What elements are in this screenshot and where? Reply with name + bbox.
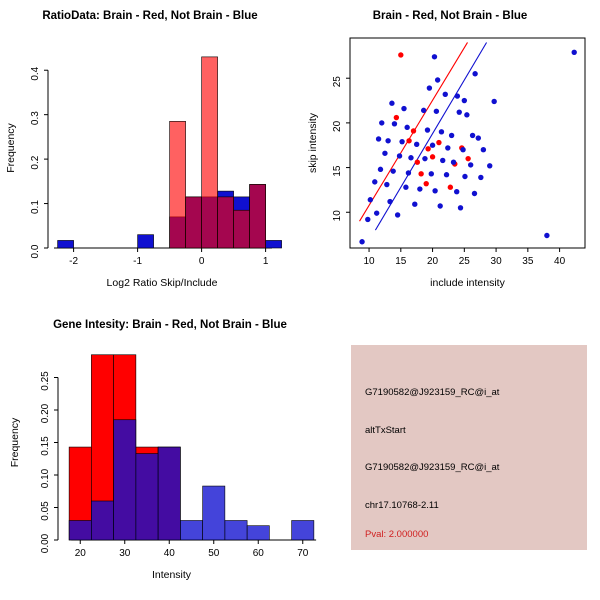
svg-text:25: 25 [332,76,343,88]
svg-text:-1: -1 [133,256,143,267]
svg-text:1: 1 [262,256,269,267]
svg-text:30: 30 [490,256,502,267]
svg-text:skip intensity: skip intensity [307,112,319,174]
svg-text:0.05: 0.05 [40,501,51,521]
svg-text:0.15: 0.15 [40,436,51,456]
svg-text:15: 15 [395,256,407,267]
gene-info-box [351,345,587,550]
svg-text:60: 60 [252,548,264,559]
svg-text:0.25: 0.25 [40,371,51,391]
panel-scatter [300,0,600,300]
info-line-probe-id: G7190582@J923159_RC@i_at [365,387,500,398]
info-line-probe-id-2: G7190582@J923159_RC@i_at [365,462,500,473]
svg-text:-2: -2 [69,256,79,267]
svg-text:include intensity: include intensity [430,277,505,289]
svg-text:20: 20 [74,548,86,559]
svg-text:20: 20 [332,120,343,132]
panel-intensity-histogram [0,305,340,600]
svg-text:Frequency: Frequency [5,123,17,173]
svg-text:25: 25 [458,256,470,267]
svg-text:10: 10 [363,256,375,267]
info-line-pval: Pval: 2.000000 [365,529,429,540]
svg-text:0.4: 0.4 [30,66,41,81]
ratio-histogram-title: RatioData: Brain - Red, Not Brain - Blue [42,10,258,22]
svg-text:40: 40 [554,256,566,267]
svg-text:0.10: 0.10 [40,468,51,489]
svg-text:0.20: 0.20 [40,403,51,424]
intensity-histogram-canvas [0,305,340,600]
svg-text:Log2 Ratio Skip/Include: Log2 Ratio Skip/Include [106,277,218,289]
svg-text:0.0: 0.0 [30,244,41,259]
svg-text:Frequency: Frequency [9,417,21,468]
ratio-histogram-canvas [0,0,300,300]
svg-text:40: 40 [163,548,175,559]
svg-text:Intensity: Intensity [151,569,192,581]
svg-text:30: 30 [119,548,131,559]
info-line-event-type: altTxStart [365,425,406,436]
scatter-canvas [300,0,600,300]
svg-text:0.00: 0.00 [40,533,51,554]
svg-text:0.1: 0.1 [30,200,41,215]
intensity-histogram-title: Gene Intesity: Brain - Red, Not Brain - Blue [53,319,287,331]
svg-text:10: 10 [332,210,343,222]
svg-text:0: 0 [198,256,205,267]
svg-text:50: 50 [208,548,220,559]
scatter-title: Brain - Red, Not Brain - Blue [372,10,528,22]
svg-text:0.2: 0.2 [30,155,41,170]
svg-text:15: 15 [332,165,343,177]
info-line-locus: chr17.10768-2.11 [365,500,439,511]
svg-text:20: 20 [427,256,439,267]
svg-text:70: 70 [297,548,309,559]
svg-text:35: 35 [522,256,534,267]
panel-ratio-histogram [0,0,300,300]
svg-text:0.3: 0.3 [30,111,41,126]
